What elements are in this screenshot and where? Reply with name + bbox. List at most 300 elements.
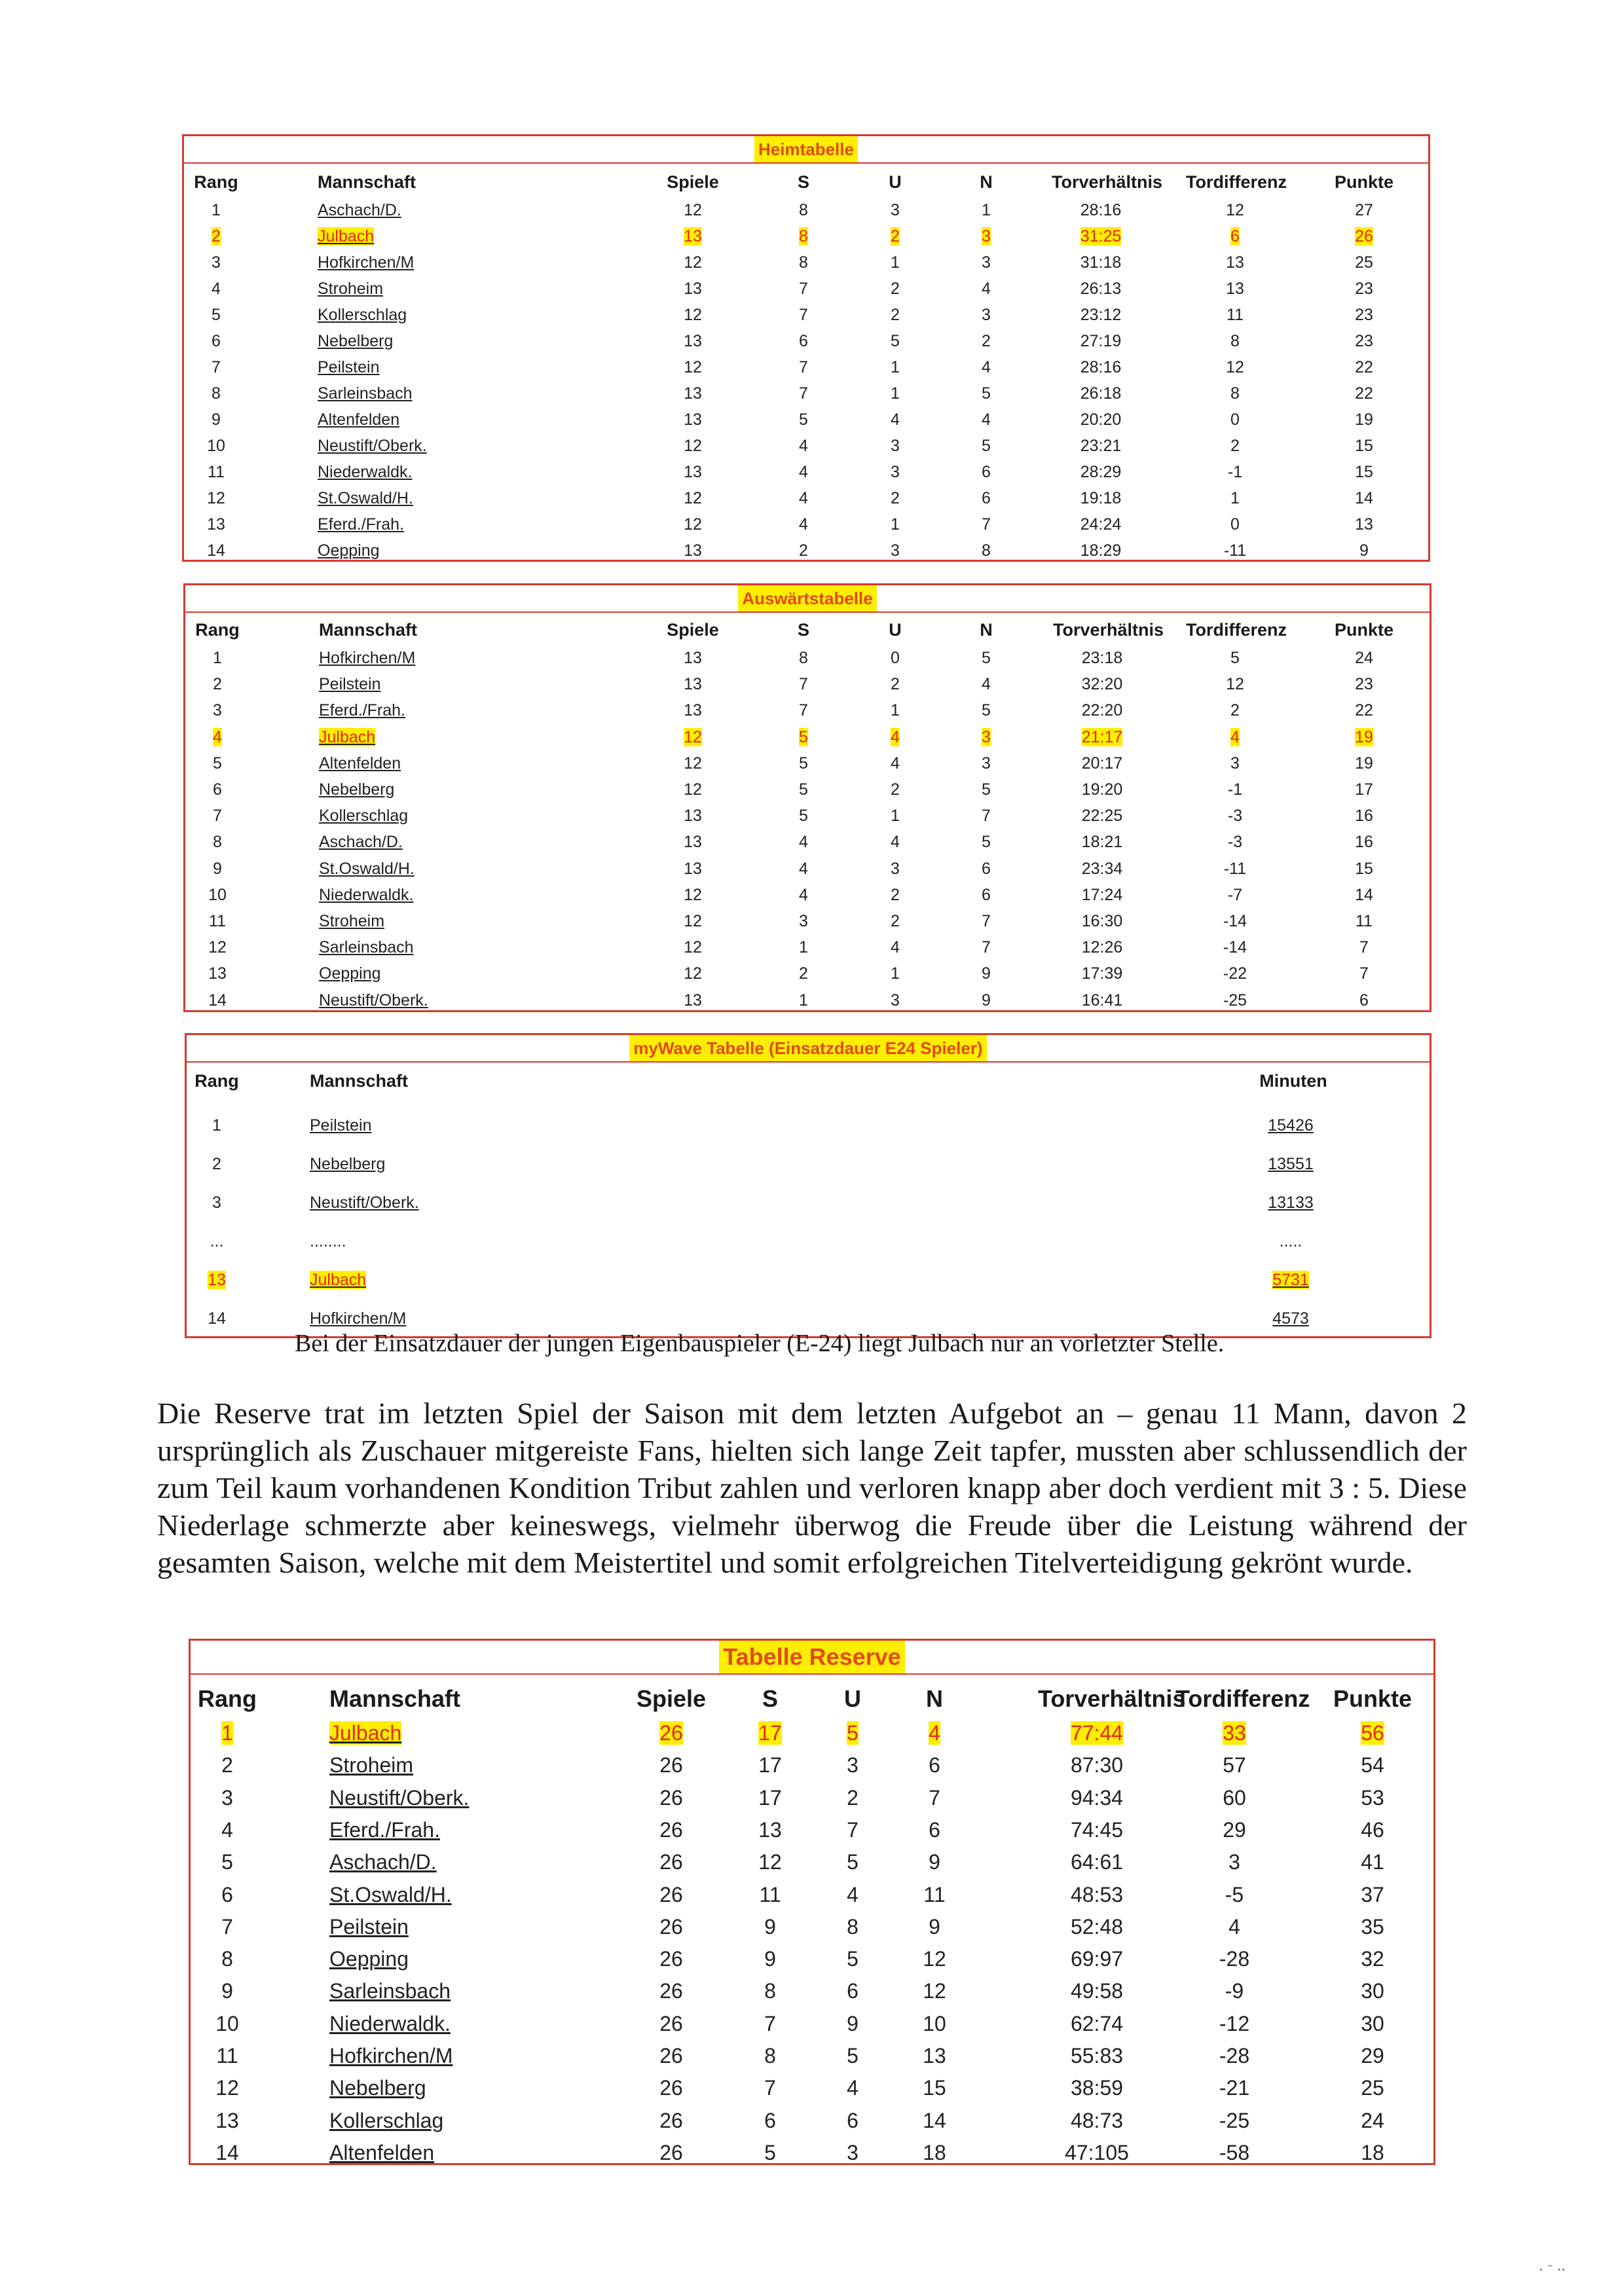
losses-cell: 3 <box>982 253 991 272</box>
draws-cell: 4 <box>891 938 900 957</box>
draws-cell: 0 <box>891 649 900 667</box>
goal-diff-cell: 3 <box>1228 1850 1240 1874</box>
team-cell[interactable]: Nebelberg <box>319 780 395 799</box>
draws-cell: 7 <box>847 1817 858 1842</box>
losses-cell: 7 <box>982 938 991 957</box>
draws-cell: 2 <box>891 912 900 930</box>
team-cell[interactable]: Aschach/D. <box>319 833 403 852</box>
points-cell: 23 <box>1355 675 1373 694</box>
draws-cell: 5 <box>891 332 900 350</box>
draws-cell: 2 <box>891 885 900 904</box>
team-cell[interactable]: Kollerschlag <box>329 2108 444 2132</box>
table-row <box>187 1268 1430 1292</box>
team-cell[interactable]: Sarleinsbach <box>329 1979 451 2003</box>
games-cell: 13 <box>684 384 702 403</box>
goals-cell: 19:18 <box>1080 489 1122 507</box>
games-cell: 13 <box>684 280 702 298</box>
draws-cell: 3 <box>847 2140 858 2164</box>
points-cell: 30 <box>1361 2011 1384 2035</box>
rank-cell: 1 <box>212 201 221 219</box>
team-cell[interactable] <box>318 225 374 248</box>
header-wins: S <box>797 620 809 640</box>
rank-cell: 11 <box>216 2044 238 2068</box>
losses-cell: 15 <box>923 2076 946 2100</box>
team-cell[interactable]: Peilstein <box>319 675 381 694</box>
draws-cell: 3 <box>891 991 900 1010</box>
header-goals: Torverhältnis <box>1052 172 1163 192</box>
losses-cell: 6 <box>982 885 991 904</box>
points-cell: 23 <box>1355 280 1373 298</box>
games-cell: 13 <box>684 833 702 852</box>
goal-diff-cell <box>1186 725 1284 749</box>
team-cell[interactable]: Nebelberg <box>329 2076 426 2100</box>
table-row <box>187 1191 1430 1214</box>
losses-cell: 9 <box>982 964 991 983</box>
games-cell: 13 <box>684 649 702 667</box>
header-draws: U <box>889 172 902 192</box>
wins-cell <box>754 725 853 749</box>
team-cell[interactable]: Sarleinsbach <box>319 938 414 957</box>
rank-cell: 12 <box>215 2076 239 2100</box>
rank-cell: 9 <box>212 410 221 429</box>
rank-cell: 2 <box>213 675 222 694</box>
losses-cell: 14 <box>923 2108 946 2132</box>
goals-cell: 94:34 <box>1070 1785 1124 1810</box>
team-cell[interactable]: Aschach/D. <box>329 1850 437 1874</box>
team-cell[interactable]: St.Oswald/H. <box>329 1882 452 1906</box>
losses-cell: 6 <box>982 463 991 481</box>
table-row <box>191 1847 1433 1877</box>
points-cell: 22 <box>1355 701 1373 720</box>
goal-diff-cell: -5 <box>1225 1882 1244 1906</box>
table-row <box>185 909 1430 933</box>
points-cell: 53 <box>1361 1785 1384 1810</box>
team-cell[interactable]: Oepping <box>319 964 381 983</box>
goal-diff-cell: 60 <box>1223 1785 1246 1810</box>
wins-cell: 7 <box>799 280 808 298</box>
points-cell: 14 <box>1355 885 1373 904</box>
team-cell[interactable]: Oepping <box>329 1947 409 1971</box>
goals-cell: 23:34 <box>1081 859 1123 878</box>
points-cell: 15 <box>1355 859 1373 878</box>
losses-cell: 2 <box>982 332 991 350</box>
losses-cell: 5 <box>982 833 991 852</box>
draws-cell: 1 <box>891 253 900 272</box>
table-row <box>184 513 1428 536</box>
team-cell[interactable]: Hofkirchen/M <box>329 2044 453 2068</box>
goals-cell: 16:30 <box>1081 912 1123 930</box>
highlight-mark: 12 <box>684 727 702 746</box>
points-cell: 29 <box>1361 2044 1384 2068</box>
header-points: Punkte <box>1334 172 1394 192</box>
wins-cell: 5 <box>799 807 808 826</box>
goals-cell <box>1053 725 1151 749</box>
games-cell: 12 <box>684 754 702 773</box>
rank-cell <box>168 1268 266 1292</box>
table-row <box>185 699 1430 722</box>
games-cell: 13 <box>684 332 702 350</box>
points-cell: 19 <box>1355 410 1373 429</box>
draws-cell: 3 <box>891 201 900 219</box>
points-cell: 24 <box>1361 2108 1384 2132</box>
team-cell[interactable]: Eferd./Frah. <box>319 701 405 720</box>
mywave-table <box>185 1033 1431 1338</box>
losses-cell: 11 <box>923 1882 946 1906</box>
games-cell: 12 <box>684 964 702 983</box>
points-cell: 37 <box>1361 1882 1384 1906</box>
team-cell[interactable]: Niederwaldk. <box>318 463 413 481</box>
team-cell[interactable]: Altenfelden <box>329 2140 435 2164</box>
highlight-mark: 4 <box>1230 727 1240 746</box>
team-cell[interactable]: Sarleinsbach <box>318 384 413 403</box>
highlight-mark: 4 <box>891 727 900 746</box>
draws-cell: 2 <box>891 780 900 799</box>
minutes-cell[interactable]: 15426 <box>1268 1116 1314 1135</box>
points-cell: 41 <box>1361 1850 1384 1874</box>
wins-cell: 7 <box>799 384 808 403</box>
highlight-mark: 31:25 <box>1080 227 1122 246</box>
team-cell[interactable]: Oepping <box>318 541 380 560</box>
goals-cell: 23:21 <box>1080 437 1122 455</box>
draws-cell: 1 <box>891 358 900 376</box>
wins-cell: 8 <box>799 649 808 667</box>
highlight-mark: 13 <box>684 227 702 246</box>
team-cell[interactable]: St.Oswald/H. <box>319 859 415 878</box>
goals-cell: 38:59 <box>1070 2076 1124 2100</box>
losses-cell: 7 <box>982 515 991 534</box>
rank-cell: 6 <box>213 780 222 799</box>
draws-cell: 1 <box>891 807 900 826</box>
points-cell: 25 <box>1361 2076 1384 2100</box>
table-row <box>191 2009 1433 2039</box>
draws-cell: 4 <box>847 2076 858 2100</box>
team-cell[interactable]: Stroheim <box>318 280 384 298</box>
goals-cell: 32:20 <box>1081 675 1123 694</box>
wins-cell: 7 <box>764 2076 776 2100</box>
games-cell: 13 <box>684 541 702 560</box>
team-cell[interactable]: Kollerschlag <box>319 807 409 826</box>
team-cell[interactable]: Kollerschlag <box>318 306 407 324</box>
table-row <box>184 355 1428 379</box>
team-cell[interactable]: Hofkirchen/M <box>319 649 416 667</box>
team-cell[interactable]: Niederwaldk. <box>329 2011 451 2035</box>
goal-diff-cell: -1 <box>1227 463 1243 481</box>
rank-cell: 14 <box>215 2140 239 2164</box>
goal-diff-cell: -14 <box>1223 938 1247 957</box>
highlight-mark: 56 <box>1361 1721 1384 1745</box>
rank-cell: 9 <box>221 1979 233 2003</box>
rank-cell: 13 <box>207 515 225 534</box>
table-row <box>187 1114 1430 1137</box>
goals-cell: 17:39 <box>1081 964 1123 983</box>
team-cell[interactable] <box>329 1718 401 1748</box>
points-cell: 22 <box>1355 384 1373 403</box>
highlight-mark: 1 <box>221 1721 233 1745</box>
goals-cell: 31:18 <box>1080 253 1122 272</box>
goal-diff-cell <box>1186 225 1284 248</box>
rank-cell: 13 <box>215 2108 239 2132</box>
points-cell <box>1314 1718 1431 1748</box>
wins-cell: 5 <box>799 410 808 429</box>
wins-cell: 4 <box>799 833 808 852</box>
heim-table-title: Heimtabelle <box>754 136 858 162</box>
team-cell[interactable]: Neustift/Oberk. <box>319 991 428 1010</box>
team-cell[interactable]: Peilstein <box>329 1914 409 1939</box>
rank-cell: 10 <box>207 437 225 455</box>
goal-diff-cell: -58 <box>1219 2140 1250 2164</box>
points-cell: 17 <box>1355 780 1373 799</box>
team-cell[interactable]: Niederwaldk. <box>319 885 414 904</box>
rank-cell: 7 <box>213 807 222 826</box>
highlight-mark: 13 <box>208 1271 226 1289</box>
losses-cell: 5 <box>982 384 991 403</box>
goals-cell: 26:18 <box>1080 384 1122 403</box>
team-cell[interactable]: Nebelberg <box>318 332 394 350</box>
wins-cell: 4 <box>799 437 808 455</box>
highlight-mark: Julbach <box>310 1271 367 1289</box>
header-losses: N <box>980 620 993 640</box>
highlight-mark: 5 <box>847 1721 858 1745</box>
minutes-cell[interactable] <box>1242 1268 1340 1292</box>
team-cell[interactable]: Eferd./Frah. <box>318 515 404 534</box>
wins-cell: 4 <box>799 885 808 904</box>
losses-cell: 1 <box>982 201 991 219</box>
goal-diff-cell: -25 <box>1223 991 1247 1010</box>
highlight-mark: Julbach <box>319 727 376 746</box>
goals-cell: 19:20 <box>1081 780 1123 799</box>
goals-cell: 16:41 <box>1081 991 1123 1010</box>
team-cell[interactable] <box>319 725 375 749</box>
rank-cell: 14 <box>208 991 227 1010</box>
losses-cell: 18 <box>923 2140 946 2164</box>
goal-diff-cell: 12 <box>1226 201 1244 219</box>
header-rank: Rang <box>195 620 240 640</box>
goal-diff-cell: -21 <box>1219 2076 1250 2100</box>
header-goal-diff: Tordifferenz <box>1186 172 1287 192</box>
losses-cell: 9 <box>929 1850 940 1874</box>
highlight-mark: 3 <box>982 727 991 746</box>
games-cell: 12 <box>684 780 702 799</box>
table-row <box>185 857 1430 881</box>
goal-diff-cell: 13 <box>1226 280 1244 298</box>
rank-cell: 3 <box>221 1785 233 1810</box>
wins-cell: 5 <box>799 780 808 799</box>
draws-cell: 3 <box>891 859 900 878</box>
reserve-table <box>189 1639 1435 2165</box>
team-cell[interactable]: Neustift/Oberk. <box>329 1785 470 1810</box>
table-row <box>184 303 1428 327</box>
goals-cell: 18:29 <box>1080 541 1122 560</box>
points-cell: 35 <box>1361 1914 1384 1939</box>
goals-cell: 23:12 <box>1080 306 1122 324</box>
draws-cell: 3 <box>891 541 900 560</box>
table-row <box>184 251 1428 274</box>
header-team: Mannschaft <box>318 172 416 192</box>
table-row <box>187 1307 1430 1330</box>
losses-cell: 4 <box>982 280 991 298</box>
draws-cell: 2 <box>891 280 900 298</box>
games-cell: 26 <box>659 2108 683 2132</box>
table-header <box>191 1684 1433 1714</box>
rank-cell: 1 <box>213 649 222 667</box>
games-cell: 12 <box>684 358 702 376</box>
goal-diff-cell: 2 <box>1230 701 1240 720</box>
team-cell[interactable]: Neustift/Oberk. <box>318 437 427 455</box>
table-row <box>191 2138 1433 2168</box>
draws-cell: 4 <box>847 1882 858 1906</box>
goals-cell: 74:45 <box>1070 1817 1124 1842</box>
draws-cell: 4 <box>891 410 900 429</box>
team-cell[interactable]: Hofkirchen/M <box>310 1309 407 1328</box>
team-cell[interactable] <box>310 1268 366 1292</box>
table-row <box>184 277 1428 301</box>
rank-cell: 12 <box>207 489 225 507</box>
header-rank: Rang <box>194 1071 239 1091</box>
table-row <box>191 1783 1433 1813</box>
minutes-cell[interactable]: 4573 <box>1272 1309 1309 1328</box>
games-cell <box>644 225 742 248</box>
mywave-table-title-bar <box>187 1035 1430 1063</box>
team-cell[interactable]: Aschach/D. <box>318 201 401 219</box>
wins-cell: 4 <box>799 515 808 534</box>
table-row <box>187 1230 1430 1253</box>
wins-cell: 1 <box>799 938 808 957</box>
table-row <box>185 672 1430 696</box>
losses-cell: 6 <box>982 489 991 507</box>
team-cell[interactable]: Nebelberg <box>310 1155 386 1173</box>
team-cell[interactable]: Hofkirchen/M <box>318 253 415 272</box>
games-cell: 13 <box>684 991 702 1010</box>
goals-cell: 52:48 <box>1070 1914 1124 1939</box>
games-cell: 26 <box>659 1850 683 1874</box>
heim-table-title-bar <box>184 136 1428 164</box>
team-cell[interactable]: Neustift/Oberk. <box>310 1194 419 1212</box>
points-cell: 14 <box>1355 489 1373 507</box>
table-row <box>184 382 1428 405</box>
losses-cell: 7 <box>982 912 991 930</box>
draws-cell: 2 <box>847 1785 858 1810</box>
wins-cell: 2 <box>799 964 808 983</box>
rank-cell: 3 <box>212 1194 221 1212</box>
goal-diff-cell: -28 <box>1219 2044 1250 2068</box>
draws-cell: 5 <box>847 1850 858 1874</box>
team-cell[interactable]: Peilstein <box>318 358 380 376</box>
draws-cell: 1 <box>891 701 900 720</box>
table-row <box>191 2073 1433 2103</box>
games-cell: 13 <box>684 410 702 429</box>
team-cell[interactable]: Peilstein <box>310 1116 372 1135</box>
goals-cell: 48:53 <box>1070 1882 1124 1906</box>
draws-cell: 8 <box>847 1914 858 1939</box>
losses-cell: 5 <box>982 780 991 799</box>
games-cell: 26 <box>659 1753 683 1777</box>
goals-cell: 24:24 <box>1080 515 1122 534</box>
highlight-mark: 17 <box>758 1721 782 1745</box>
table-row <box>191 1815 1433 1845</box>
goals-cell: 23:18 <box>1081 649 1123 667</box>
header-draws: U <box>889 620 902 640</box>
goal-diff-cell: 12 <box>1226 358 1244 376</box>
rank-cell: 10 <box>208 885 227 904</box>
draws-cell: 1 <box>891 515 900 534</box>
header-losses: N <box>980 172 993 192</box>
table-header <box>187 1069 1430 1093</box>
reserve-report-paragraph: Die Reserve trat im letzten Spiel der Saison mit dem letzten Aufgebot an – genau 11 Mann, davon 2 ursprünglich als Zuschauer mitgereiste Fans, hielten sich lange Zeit tapfer, mussten aber schlussendlich der zum Teil kaum vorhandenen Kondition Tribut zahlen und verloren knapp aber doch verdient mit 3 : 5. Diese Niederlage schmerzte aber keineswegs, vielmehr überwog die Freude über die Leistung während der gesamten Saison, welche mit dem Meistertitel und somit erfolgreichen Titelverteidigung gekrönt wurde. <box>157 1396 1467 1579</box>
wins-cell: 2 <box>799 541 808 560</box>
auswaerts-table <box>183 583 1431 1012</box>
table-row <box>185 936 1430 959</box>
rank-cell: 5 <box>212 306 221 324</box>
header-goals: Torverhältnis <box>1038 1685 1186 1712</box>
team-cell[interactable]: Stroheim <box>329 1753 414 1777</box>
header-wins: S <box>762 1685 778 1712</box>
games-cell: 26 <box>659 1882 683 1906</box>
team-cell[interactable]: Altenfelden <box>318 410 400 429</box>
points-cell: 54 <box>1361 1753 1384 1777</box>
team-cell[interactable]: St.Oswald/H. <box>318 489 413 507</box>
table-row <box>185 778 1430 801</box>
games-cell: 13 <box>684 859 702 878</box>
games-cell: 26 <box>659 2011 683 2035</box>
goal-diff-cell: 0 <box>1230 515 1240 534</box>
table-row <box>185 804 1430 828</box>
losses-cell: 3 <box>982 306 991 324</box>
rank-cell: 5 <box>213 754 222 773</box>
table-row <box>184 198 1428 222</box>
minutes-cell[interactable]: 13133 <box>1268 1194 1314 1212</box>
table-header <box>184 170 1428 194</box>
goal-diff-cell: -9 <box>1225 1979 1244 2003</box>
losses-cell: 8 <box>982 541 991 560</box>
goal-diff-cell: 1 <box>1230 489 1240 507</box>
highlight-mark: 5 <box>799 727 808 746</box>
draws-cell: 6 <box>847 2108 858 2132</box>
header-team: Mannschaft <box>310 1071 409 1091</box>
highlight-mark: 21:17 <box>1081 727 1123 746</box>
wins-cell: 7 <box>799 701 808 720</box>
rank-cell: 1 <box>212 1116 221 1135</box>
header-games: Spiele <box>667 172 719 192</box>
wins-cell: 13 <box>758 1817 782 1842</box>
losses-cell: 6 <box>929 1753 940 1777</box>
goal-diff-cell: -14 <box>1223 912 1247 930</box>
header-points: Punkte <box>1334 620 1394 640</box>
table-row <box>184 434 1428 458</box>
games-cell: 12 <box>684 201 702 219</box>
wins-cell: 5 <box>764 2140 776 2164</box>
rank-cell: 3 <box>213 701 222 720</box>
table-row <box>184 225 1428 248</box>
mywave-table-title: myWave Tabelle (Einsatzdauer E24 Spieler) <box>629 1035 986 1061</box>
wins-cell: 12 <box>758 1850 782 1874</box>
goals-cell <box>1052 225 1150 248</box>
wins-cell: 6 <box>799 332 808 350</box>
highlight-mark: 33 <box>1223 1721 1246 1745</box>
losses-cell <box>937 725 1035 749</box>
team-cell[interactable]: Stroheim <box>319 912 385 930</box>
points-cell: 18 <box>1361 2140 1384 2164</box>
draws-cell: 2 <box>891 675 900 694</box>
goal-diff-cell: 57 <box>1223 1753 1246 1777</box>
table-row <box>191 1912 1433 1942</box>
header-minutes: Minuten <box>1259 1071 1327 1091</box>
team-cell[interactable]: Altenfelden <box>319 754 401 773</box>
team-cell[interactable]: Eferd./Frah. <box>329 1817 440 1842</box>
minutes-cell[interactable]: 13551 <box>1268 1155 1314 1173</box>
games-cell: 26 <box>659 1979 683 2003</box>
wins-cell: 8 <box>799 201 808 219</box>
goal-diff-cell: -11 <box>1223 859 1247 878</box>
